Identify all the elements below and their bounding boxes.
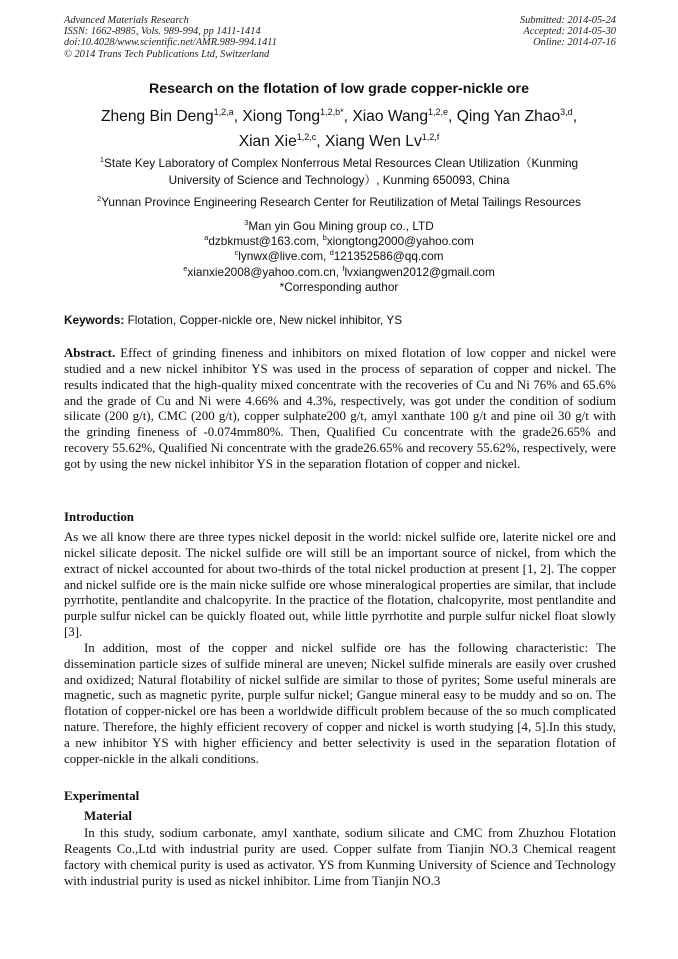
affiliation-1: $^1$State Key Laboratory of Complex Nonferrous Metal Resources Clean Utilization（Kunming University of Science and Technology）, Kunming 650093, China [99,155,579,187]
section-heading-experimental: Experimental [64,789,140,803]
affiliation-2: $^2$Yunnan Province Engineering Research Center for Reutilization of Metal Tailings Resources [97,194,581,209]
paragraph: As we all know there are three types nickel deposit in the world: nickel sulfide ore, laterite nickel ore and nickel silicate deposit. The nickel sulfide ore will still be an important source of nickel, from which the extract of nickel accounted for about two-thirds of the total nickel production at present [1, 2]. The copper and nickel sulfide ore is the main nicke sulfide ore whose mineralogical properties are similar, that include pyrrhotite, pentlandite and chalcopyrite. In the practice of the flotation, chalcopyrite, most pentlandite and purple sulfur nickel can be quickly floated out, while little pyrrhotite and purple sulfur nickel float slowly [3]. [64,530,616,640]
author-name: Xian Xie [238,133,297,150]
keywords-line [64,313,616,327]
keywords-label: Keywords: [64,313,125,327]
online-date: Online: 2014-07-16 [533,37,616,49]
email-line: $^c$lynwx@live.com, $^d$121352586@qq.com [234,248,444,264]
email-address[interactable]: 121352586@qq.com [333,249,444,264]
author-list: Zheng Bin Deng$^{1,2,a}$, Xiong Tong$^{1,2,b*}$, Xiao Wang$^{1,2,e}$, Qing Yan Zhao$^{3,d}$, Xian Xie$^{1,2,c}$, Xiang Wen Lv$^{1,2,f}$ [100,106,578,150]
author-affiliation-mark: 3,d [560,106,573,117]
author-affiliation-mark: 1,2,f [421,131,440,142]
author-affiliation-mark: 1,2,e [428,106,449,117]
author-name: Xiong Tong [242,108,321,125]
abstract-label: Abstract. [64,346,116,360]
email-address[interactable]: xianxie2008@yahoo.com.cn, [187,264,343,279]
paragraph: In addition, most of the copper and nickel sulfide ore has the following characteristic: The dissemination particle sizes of sulfide mineral are uneven; Nickel sulfide minerals are easily over crushed and oxidized; Natural flotability of nickel sulfide are similar to those of pyrites; Some useful minerals are magnetic, such as magnetic pyrite, purple sulfur nickel; Gangue mineral easy to be muddy and so on. The flotation of copper-nickel ore has been a worldwide difficult problem because of the so much complicated nature. Therefore, the highly efficient recovery of copper and nickel is worth studying [4, 5].In this study, a new inhibitor YS with higher efficiency and better selectivity is used in the separation flotation of copper-nickle in the alkali conditions. [64,640,616,766]
author-affiliation-mark: 1,2,c [296,131,317,142]
submitted-date: Submitted: 2014-05-24 [519,15,616,26]
affiliation-3: $^3$Man yin Gou Mining group co., LTD [244,218,434,233]
corresponding-author-note: *Corresponding author [279,279,399,294]
journal-name: Advanced Materials Research [64,15,189,26]
author-name: Qing Yan Zhao [456,108,561,125]
email-address[interactable]: lynwx@live.com, [238,249,330,264]
author-name: Xiao Wang [352,108,429,125]
submission-dates [520,15,616,49]
author-name: Xiang Wen Lv [324,133,422,150]
email-line: $^a$dzbkmust@163.com, $^b$xiongtong2000@yahoo.com [204,233,474,249]
author-affiliation-mark: 1,2,a [213,106,234,117]
paper-title: Research on the flotation of low grade copper-nickle ore [149,81,529,97]
email-line: $^e$xianxie2008@yahoo.com.cn, $^f$lvxiangwen2012@gmail.com [183,263,495,279]
email-address[interactable]: xiongtong2000@yahoo.com [326,234,474,249]
issn-line: ISSN: 1662-8985, Vols. 989-994, pp 1411-1414 [64,26,261,38]
contact-block [40,219,638,295]
author-name: Zheng Bin Deng [100,108,214,125]
section-heading-introduction: Introduction [64,510,134,524]
keywords-text: Flotation, Copper-nickle ore, New nickel inhibitor, YS [124,313,403,327]
abstract-text: Effect of grinding fineness and inhibitors on mixed flotation of low copper and nickel were studied and a new nickel inhibitor YS was used in the process of separation of copper and nickel. The results indicated that the high-quality mixed concentrate with the recoveries of Cu and Ni 76% and 65.6% and the grade of Cu and Ni were 4.66% and 4.3%, respectively, was got under the condition of sodium silicate (200 g/t), CMC (200 g/t), copper sulphate200 g/t, amyl xanthate 100 g/t and pine oil 30 g/t with the grinding fineness of -0.074mm80%. Then, Qualified Cu concentrate with the grade26.65% and recovery 55.62%, Qualified Ni concentrate with the grade26.65% and recovery 55.62%, respectively, were got by using the new nickel inhibitor YS in the separation flotation of copper and nickel. [64,346,616,471]
doi-line: doi:10.4028/www.scientific.net/AMR.989-994.1411 [64,37,277,49]
author-affiliation-mark: 1,2,b* [320,106,344,117]
subsection-heading-material: Material [84,809,132,823]
introduction-body [64,530,616,768]
email-address[interactable]: lvxiangwen2012@gmail.com [344,264,495,279]
abstract [64,346,616,473]
copyright-line: © 2014 Trans Tech Publications Ltd, Switzerland [64,48,270,60]
journal-info [64,15,277,60]
paragraph: In this study, sodium carbonate, amyl xanthate, sodium silicate and CMC from Zhuzhou Flotation Reagents Co.,Ltd with industrial purity are used. Copper sulfate from Tianjin NO.3 Chemical reagent factory with chemical purity is used as activator. YS from Kunming University of Science and Technology with industrial purity is used as nickel inhibitor. Lime from Tianjin NO.3 [64,826,616,888]
material-body [64,826,616,889]
accepted-date: Accepted: 2014-05-30 [523,26,616,38]
email-address[interactable]: dzbkmust@163.com, [208,234,323,249]
